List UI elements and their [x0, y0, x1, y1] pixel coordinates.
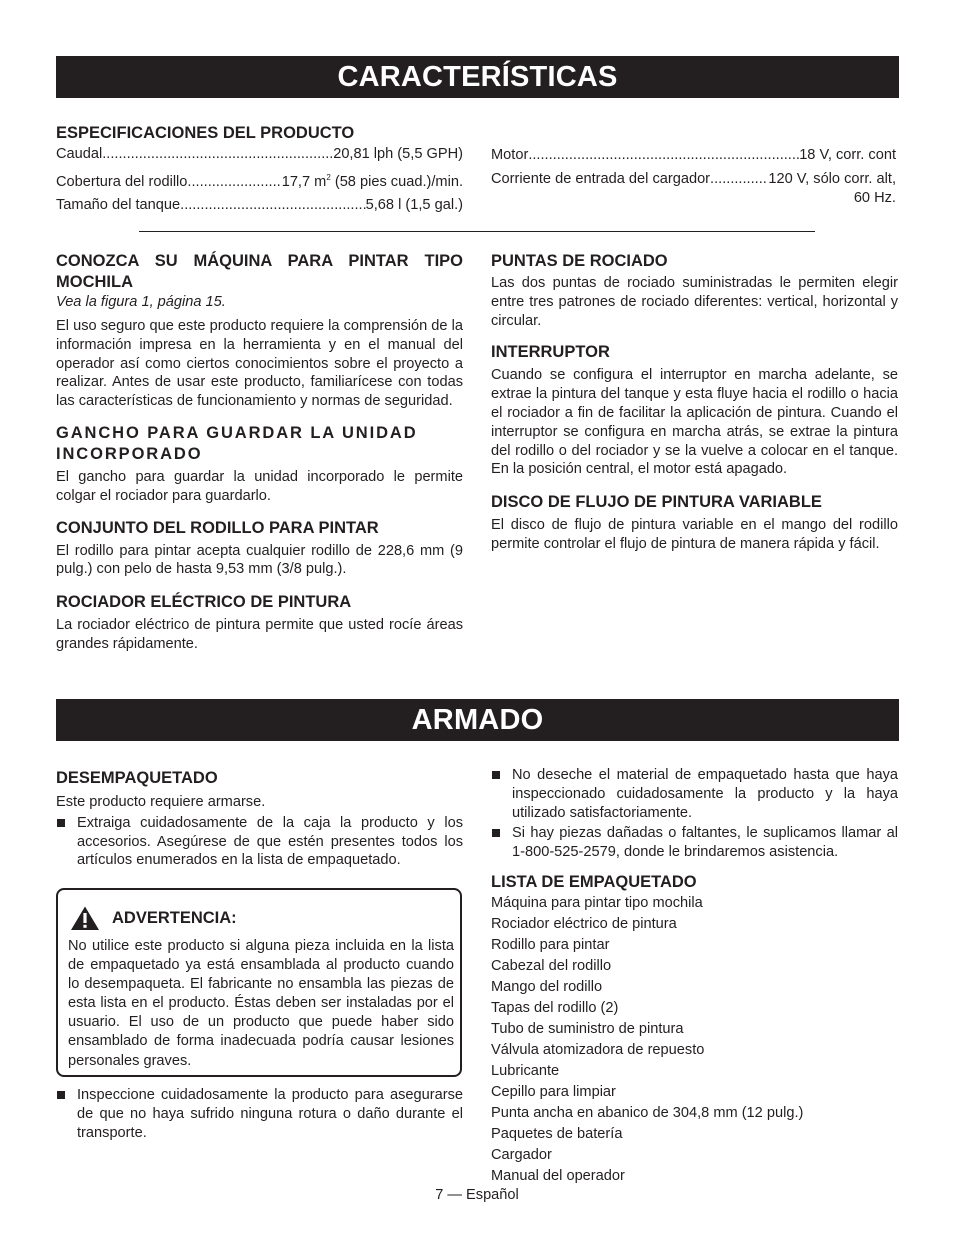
packing-list-item: Tubo de suministro de pintura: [491, 1020, 684, 1037]
features-right: [491, 251, 898, 554]
warning-title: ADVERTENCIA:: [112, 908, 237, 927]
section-banner-caracteristicas: CARACTERÍSTICAS: [56, 56, 899, 98]
spec-value-cont: 60 Hz.: [853, 189, 896, 206]
spec-row: [491, 146, 896, 165]
gancho-body: El gancho para guardar la unidad incorporado le permite colgar el rociador para guardarlo.: [56, 468, 463, 504]
spec-row: [491, 170, 896, 189]
specs-right: [491, 146, 896, 207]
spec-label: Caudal: [56, 146, 103, 162]
packing-list-item: Punta ancha en abanico de 304,8 mm (12 pulg.): [491, 1104, 804, 1121]
warning-body: No utilice este producto si alguna pieza incluida en la lista de empaquetado ya está ensamblada al producto cuando lo desempaqueta. El fabricante no ensambla las piezas de esta lista en el producto. Éstas deben ser instaladas por el usuario. El uso de un producto que puede haber sido ensamblado de forma inadecuada podría causar lesiones personales graves.: [68, 938, 454, 1069]
packing-list: [491, 893, 898, 1187]
list-item: Si hay piezas dañadas o faltantes, le suplicamos llamar al 1-800-525-2579, donde le brindaremos asistencia.: [491, 824, 898, 862]
unpacking-heading: DESEMPAQUETADO: [56, 769, 218, 787]
packing-list-item: Cargador: [491, 1146, 552, 1163]
conjunto-heading: CONJUNTO DEL RODILLO PARA PINTAR: [56, 518, 379, 537]
specs-left: [56, 123, 463, 215]
gancho-heading: GANCHO PARA GUARDAR LA UNIDAD INCORPORADO: [56, 423, 418, 463]
unpacking-bullets: [56, 1086, 463, 1142]
packing-list-item: Lubricante: [491, 1062, 560, 1079]
puntas-body: Las dos puntas de rociado suministradas le permiten elegir entre tres patrones de rociado diferentes: vertical, horizontal y circular.: [491, 275, 898, 329]
spec-label: Motor: [491, 147, 529, 163]
unpacking-bullets: [56, 814, 463, 870]
spec-value: 17,7 $m^2$ (58 pies cuad.)/min.: [281, 172, 463, 190]
rociador-heading: ROCIADOR ELÉCTRICO DE PINTURA: [56, 593, 352, 612]
unpacking-left: [56, 768, 463, 870]
packing-list-item: Cabezal del rodillo: [491, 957, 612, 974]
spec-value: 20,81 lph (5,5 GPH): [333, 146, 463, 162]
list-item: Extraiga cuidadosamente de la caja la producto y los accesorios. Asegúrese de que estén presentes todos los artículos enumerados en la lista de empaquetado.: [56, 814, 463, 870]
packing-list-item: Rodillo para pintar: [491, 936, 610, 953]
specs-heading: ESPECIFICACIONES DEL PRODUCTO: [56, 124, 355, 142]
packing-list-item: Tapas del rodillo (2): [491, 999, 619, 1016]
spec-value: 120 V, sólo corr. alt,: [768, 170, 896, 187]
packing-list-item: Rociador eléctrico de pintura: [491, 915, 677, 932]
packing-list-item: Máquina para pintar tipo mochila: [491, 894, 703, 911]
figure-reference: Vea la figura 1, página 15.: [56, 294, 226, 310]
conozca-heading: CONOZCA SU MÁQUINA PARA PINTAR TIPO MOCHILA: [56, 252, 463, 291]
packing-list-item: Mango del rodillo: [491, 978, 603, 995]
unpacking-right: [491, 766, 898, 1187]
conozca-body: El uso seguro que este producto requiere la comprensión de la información impresa en la herramienta y en el manual del operador así como ciertos conocimientos sobre el proyecto a realizar. Antes de usar este producto, familiarícese con todas las características de funcionamiento y normas de seguridad.: [56, 318, 463, 410]
spec-row: [56, 145, 463, 164]
packing-list-item: Cepillo para limpiar: [491, 1083, 616, 1100]
unpacking-intro: Este producto requiere armarse.: [56, 794, 266, 810]
spec-value: 18 V, corr. cont: [799, 147, 896, 163]
disco-heading: DISCO DE FLUJO DE PINTURA VARIABLE: [491, 493, 822, 512]
conjunto-body: El rodillo para pintar acepta cualquier rodillo de 228,6 mm (9 pulg.) con pelo de hasta 9,53 mm (3/8 pulg.).: [56, 542, 463, 578]
interruptor-body: Cuando se configura el interruptor en marcha adelante, se extrae la pintura del tanque y esta fluye hacia el rodillo o hacia el rociador a fin de facilitar la aplicación de pintura. Cuando el interruptor se configura en marcha atrás, se extrae la pintura del rodillo o del rociador y se la vuelve a colocar en el tanque. En la posición central, el motor está apagado.: [491, 367, 898, 478]
packing-list-item: Válvula atomizadora de repuesto: [491, 1041, 705, 1058]
list-item: Inspeccione cuidadosamente la producto para asegurarse de que no haya sufrido ninguna rotura o daño durante el transporte.: [56, 1086, 463, 1142]
unpacking-bullets: [491, 766, 898, 862]
packing-list-item: Paquetes de batería: [491, 1125, 623, 1142]
section-banner-armado: ARMADO: [56, 699, 899, 741]
warning-header: [70, 905, 237, 931]
unpacking-left-bottom: [56, 1086, 463, 1142]
packing-list-item: Manual del operador: [491, 1167, 625, 1184]
spec-label: Cobertura del rodillo: [56, 173, 188, 190]
page-footer: 7 — Español: [435, 1187, 519, 1203]
spec-value: 5,68 l (1,5 gal.): [365, 197, 463, 214]
spec-label: Corriente de entrada del cargador: [491, 170, 711, 187]
list-item: No deseche el material de empaquetado hasta que haya inspeccionado cuidadosamente la producto y la haya utilizado satisfactoriamente.: [491, 766, 898, 822]
interruptor-heading: INTERRUPTOR: [491, 343, 610, 362]
packing-list-heading: LISTA DE EMPAQUETADO: [491, 872, 697, 891]
spec-row: [56, 196, 463, 215]
warning-triangle-icon: [70, 905, 100, 931]
spec-row: [56, 169, 463, 192]
warning-box: [56, 888, 462, 1077]
divider: [139, 231, 815, 232]
spec-label: Tamaño del tanque: [56, 197, 181, 214]
rociador-body: La rociador eléctrico de pintura permite que usted rocíe áreas grandes rápidamente.: [56, 617, 463, 652]
puntas-heading: PUNTAS DE ROCIADO: [491, 252, 668, 270]
features-left: [56, 251, 463, 654]
disco-body: El disco de flujo de pintura variable en el mango del rodillo permite controlar el flujo de pintura de manera rápida y fácil.: [491, 517, 898, 552]
